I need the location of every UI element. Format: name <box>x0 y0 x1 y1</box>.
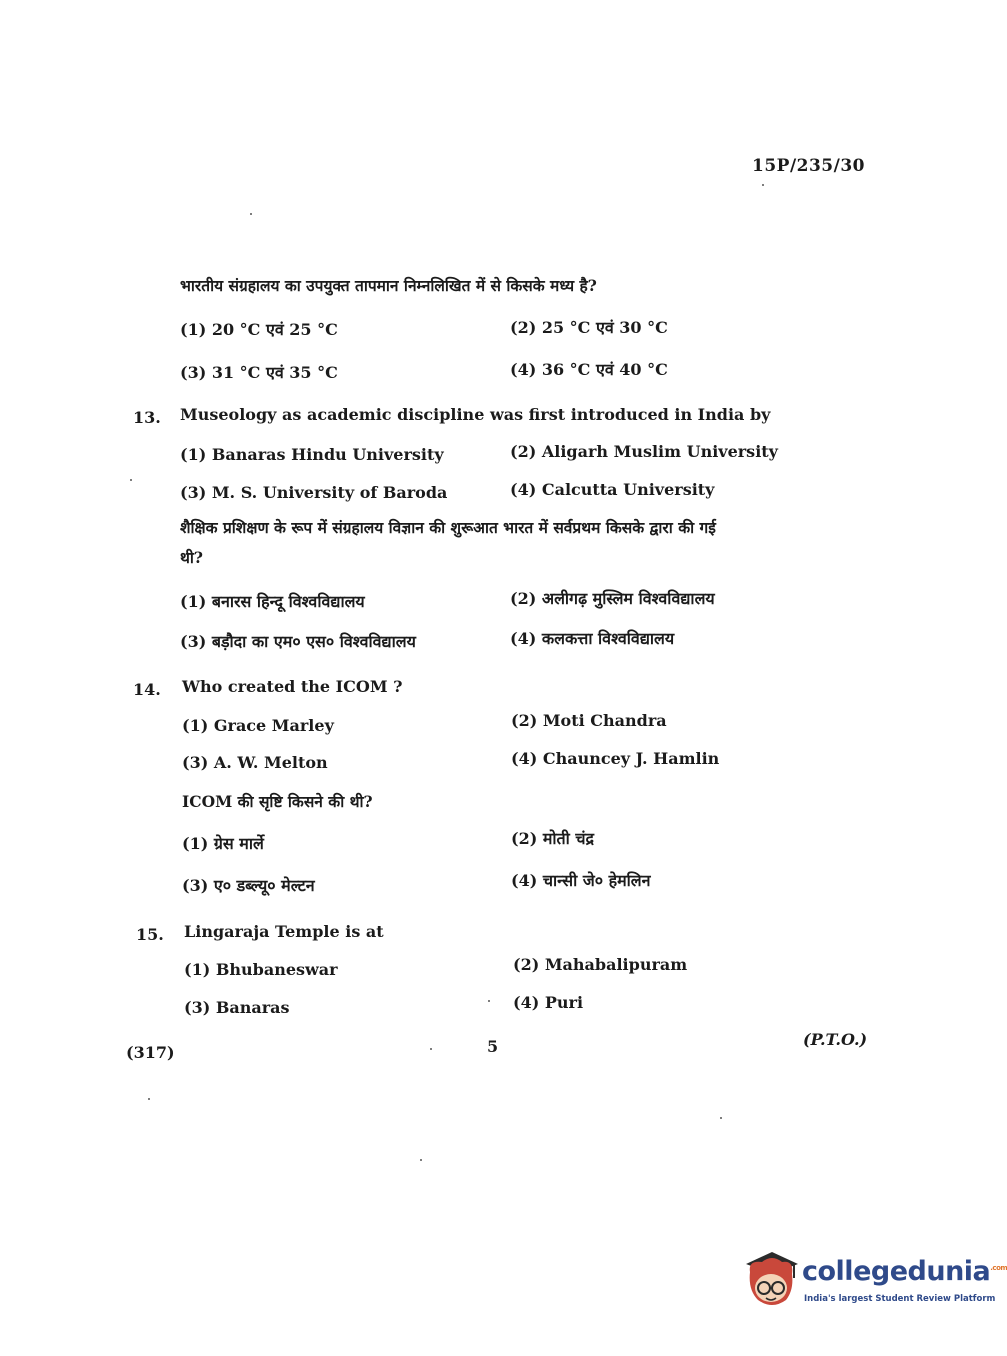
logo-suffix: .com <box>990 1264 1007 1272</box>
q15-text: Lingaraja Temple is at <box>184 922 384 941</box>
q13-hindi-option-4: (4) कलकत्ता विश्वविद्यालय <box>510 629 675 648</box>
q13-hindi-option-2: (2) अलीगढ़ मुस्लिम विश्वविद्यालय <box>510 589 715 608</box>
q13-hindi-option-3: (3) बड़ौदा का एम० एस० विश्वविद्यालय <box>180 632 416 651</box>
q14-number: 14. <box>133 680 161 699</box>
pto-label: (P.T.O.) <box>803 1030 868 1049</box>
q13-option-2: (2) Aligarh Muslim University <box>510 442 778 461</box>
paper-code: 15P/235/30 <box>752 156 866 176</box>
scan-speck <box>148 1098 150 1100</box>
q13-hindi-text-line2: थी? <box>180 548 204 567</box>
q13-text: Museology as academic discipline was first introduced in India by <box>180 405 771 424</box>
q14-option-3: (3) A. W. Melton <box>182 753 328 772</box>
q14-hindi-option-4: (4) चान्सी जे० हेमलिन <box>511 871 651 890</box>
q14-hindi-option-2: (2) मोती चंद्र <box>511 829 595 848</box>
mascot-icon <box>742 1250 800 1312</box>
q13-option-4: (4) Calcutta University <box>510 480 715 499</box>
logo-wordmark <box>802 1256 1007 1287</box>
q12-hindi-option-2: (2) 25 °C एवं 30 °C <box>510 318 668 337</box>
scan-speck <box>130 479 132 481</box>
q15-number: 15. <box>136 925 164 944</box>
q14-option-1: (1) Grace Marley <box>182 716 334 735</box>
footer-code: (317) <box>126 1043 175 1062</box>
scan-speck <box>720 1117 722 1119</box>
scan-speck <box>250 213 252 215</box>
q15-option-3: (3) Banaras <box>184 998 290 1017</box>
q12-hindi-option-4: (4) 36 °C एवं 40 °C <box>510 360 668 379</box>
q13-hindi-option-1: (1) बनारस हिन्दू विश्वविद्यालय <box>180 592 365 611</box>
logo-tagline: India's largest Student Review Platform <box>804 1294 996 1304</box>
page-number: 5 <box>487 1037 499 1056</box>
q13-option-3: (3) M. S. University of Baroda <box>180 483 448 502</box>
q12-hindi-option-1: (1) 20 °C एवं 25 °C <box>180 320 338 339</box>
q15-option-4: (4) Puri <box>513 993 584 1012</box>
scan-speck <box>420 1159 422 1161</box>
q14-text: Who created the ICOM ? <box>182 677 403 696</box>
q12-hindi-text: भारतीय संग्रहालय का उपयुक्त तापमान निम्नलिखित में से किसके मध्य है? <box>180 276 597 295</box>
q13-hindi-text-line1: शैक्षिक प्रशिक्षण के रूप में संग्रहालय विज्ञान की शुरूआत भारत में सर्वप्रथम किसके द्वारा की गई <box>180 518 716 537</box>
q13-option-1: (1) Banaras Hindu University <box>180 445 444 464</box>
q15-option-2: (2) Mahabalipuram <box>513 955 688 974</box>
scan-speck <box>488 1000 490 1002</box>
q13-number: 13. <box>133 408 161 427</box>
q14-option-2: (2) Moti Chandra <box>511 711 667 730</box>
scan-speck <box>762 184 764 186</box>
q14-hindi-option-1: (1) ग्रेस मार्ले <box>182 834 264 853</box>
q14-hindi-text: ICOM की सृष्टि किसने की थी? <box>182 792 373 811</box>
q14-option-4: (4) Chauncey J. Hamlin <box>511 749 720 768</box>
scan-speck <box>430 1048 432 1050</box>
q14-hindi-option-3: (3) ए० डब्ल्यू० मेल्टन <box>182 876 315 895</box>
collegedunia-logo <box>742 1250 1007 1318</box>
logo-name: collegedunia <box>802 1256 991 1287</box>
q15-option-1: (1) Bhubaneswar <box>184 960 338 979</box>
q12-hindi-option-3: (3) 31 °C एवं 35 °C <box>180 363 338 382</box>
